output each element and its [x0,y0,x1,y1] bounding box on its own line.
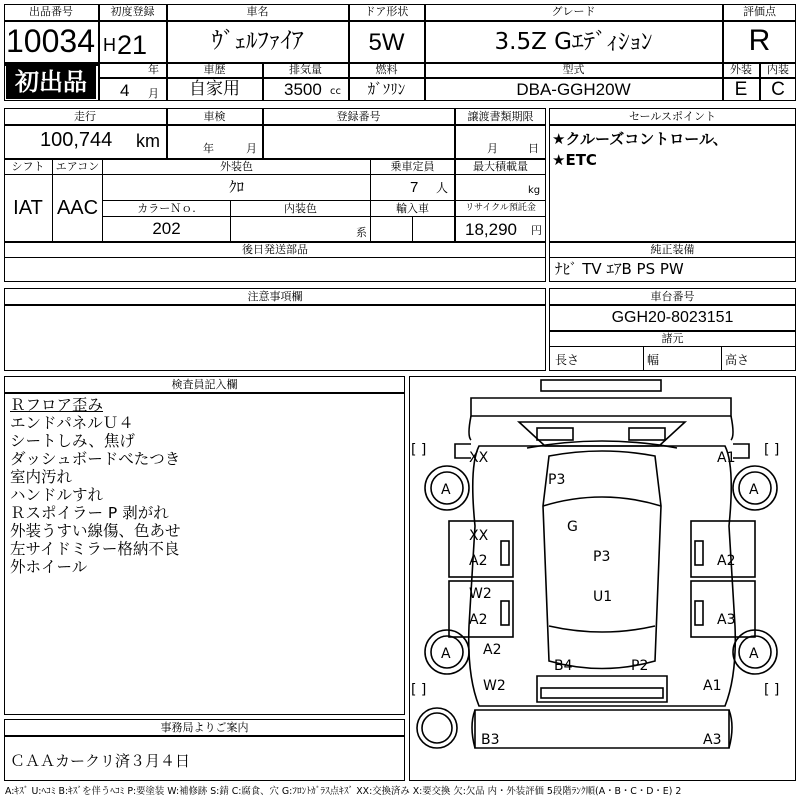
displacement-label: 排気量 [289,63,322,76]
inspector-line: 外装うすい線傷、色あせ [10,522,181,540]
inspector-line: ハンドルすれ [10,486,104,504]
model-label: 型式 [562,63,585,76]
dims-label: 諸元 [661,332,684,345]
load-unit: kg [528,185,541,196]
ac-label: エアコン [55,160,100,173]
legend-text: A:ｷｽﾞ U:ﾍｺﾐ B:ｷｽﾞを伴うﾍｺﾐ P:要塗装 W:補修跡 S:錆 C:腐食、穴 G:ﾌﾛﾝﾄｶﾞﾗｽ点ｷｽﾞ XX:交換済み X:要交換 欠:欠品 内・外装評価 5段階ﾗﾝｸ順(A・B・C・D・E) 2 [5,786,682,797]
recycle-label: リサイクル預託金 [465,203,536,213]
equipment-label: 純正装備 [650,243,695,256]
dmg-a1-rear: A1 [703,678,722,694]
sales-points-label: セールスポイント [628,110,716,123]
interior-score: C [771,79,785,100]
month-unit: 月 [148,87,159,100]
dmg-p2: P2 [631,658,649,674]
displacement-unit: cc [330,86,341,97]
dmg-xx-top: XX [469,450,489,466]
width-label: 幅 [647,353,660,367]
history-label: 車歴 [203,63,226,76]
chassis-label: 車台番号 [650,290,695,303]
reg-month: 4 [120,81,130,100]
office-text: ＣＡＡカークリ済３月４日 [10,752,191,770]
height-label: 高さ [725,353,750,367]
inspector-line: エンドパネルＵ４ [10,414,134,432]
grade: 3.5Z Gｴﾃﾞｨｼｮﾝ [494,29,653,55]
score-label: 評価点 [743,5,776,18]
ac: AAC [56,197,99,219]
inspector-line: 左サイドミラー格納不良 [10,540,180,558]
inspector-line: 室内汚れ [10,468,73,486]
dmg-a2-left-rear: A2 [469,612,488,628]
dmg-a-rear-left: A [441,646,451,662]
dmg-a1-top: A1 [717,450,736,466]
dmg-a3-bumper: A3 [703,732,722,748]
first-listing-label: 初出品 [15,68,87,96]
transfer-day-unit: 日 [528,142,539,155]
color-no: 202 [152,219,181,238]
dmg-p3-hood: P3 [548,472,566,488]
recycle-fee: 18,290 [465,220,517,239]
inspection-month-unit: 月 [246,142,257,155]
inspection-year-unit: 年 [203,142,214,155]
dmg-w2-left: W2 [469,586,492,602]
mileage-label: 走行 [74,110,96,123]
exterior-label: 外装 [730,63,752,76]
dmg-a-right: A [749,482,759,498]
door-type: 5W [368,29,405,56]
dmg-p3-roof: P3 [593,549,611,565]
dmg-a-rear-right: A [749,646,759,662]
later-parts-label: 後日発送部品 [242,243,308,256]
office-label: 事務局よりご案内 [160,721,249,734]
shift: IAT [13,197,43,219]
capacity-label: 乗車定員 [390,160,435,173]
recycle-unit: 円 [531,224,542,237]
dmg-b4: B4 [554,658,573,674]
dmg-b3: B3 [481,732,500,748]
lot-label: 出品番号 [29,5,73,18]
year-unit: 年 [148,63,159,76]
load-label: 最大積載量 [473,160,528,173]
notes-label: 注意事項欄 [247,290,303,303]
bracket-right-top: [ ] [764,442,780,458]
inspector-line: 外ホイール [10,558,88,576]
dmg-a2-left-front: A2 [469,553,488,569]
inspector-notes [10,396,181,576]
exterior-score: E [734,79,748,100]
int-color-unit: 系 [356,226,367,239]
car-diagram [409,376,796,781]
score: R [748,24,771,57]
color: ｸﾛ [228,178,244,196]
bracket-left-top: [ ] [411,442,427,458]
displacement: 3500 [284,80,322,99]
dmg-a2-rear-left: A2 [483,642,502,658]
dmg-a-left: A [441,482,451,498]
color-no-label: カラーＮｏ. [137,202,196,215]
capacity: 7 [410,179,419,196]
sales-point-2: ★ETC [552,151,597,169]
fuel-label: 燃料 [375,63,398,76]
bracket-right-bottom: [ ] [764,682,780,698]
dmg-a3-right-rear: A3 [717,612,736,628]
dmg-w2-rear: W2 [483,678,506,694]
interior-label: 内装 [767,63,789,76]
inspector-line: Ｒフロア歪み [10,396,104,414]
chassis-number: GGH20-8023151 [611,309,734,326]
lot-number: 10034 [6,23,95,59]
dmg-xx-mid: XX [469,528,489,544]
sales-point-1: ★クルーズコントロール、 [552,130,728,148]
transfer-label: 譲渡書類期限 [467,110,534,123]
dmg-u1: U1 [593,589,613,605]
inspector-line: シートしみ、焦げ [10,432,135,450]
import-label: 輸入車 [396,202,429,215]
shift-label: シフト [11,160,45,173]
transfer-month-unit: 月 [487,142,498,155]
dmg-a2-right-front: A2 [717,553,736,569]
first-reg-label: 初度登録 [110,5,155,18]
fuel: ｶﾞｿﾘﾝ [367,80,406,98]
inspector-label: 検査員記入欄 [171,378,238,391]
int-color-label: 内装色 [284,202,317,215]
inspector-line: ダッシュボードべたつき [10,450,181,468]
door-label: ドア形状 [364,5,409,18]
inspection-label: 車検 [203,110,226,123]
capacity-unit: 人 [436,181,449,195]
history: 自家用 [189,79,240,99]
reg-no-label: 登録番号 [336,110,381,123]
equipment-value: ﾅﾋﾞ TV ｴｱB PS PW [555,260,684,278]
inspector-line: Ｒスポイラー P 剥がれ [10,504,169,522]
grade-label: グレード [551,5,596,18]
car-name-label: 車名 [246,5,269,18]
mileage-unit: km [136,131,160,151]
color-label: 外装色 [220,160,253,173]
bracket-left-bottom: [ ] [411,682,427,698]
reg-year: 21 [117,30,148,60]
dmg-g: G [567,519,578,535]
length-label: 長さ [555,353,580,367]
model-code: DBA-GGH20W [516,80,631,99]
car-name: ｳﾞｪﾙﾌｧｲｱ [211,28,304,54]
mileage: 100,744 [40,129,113,151]
era: H [103,35,116,55]
